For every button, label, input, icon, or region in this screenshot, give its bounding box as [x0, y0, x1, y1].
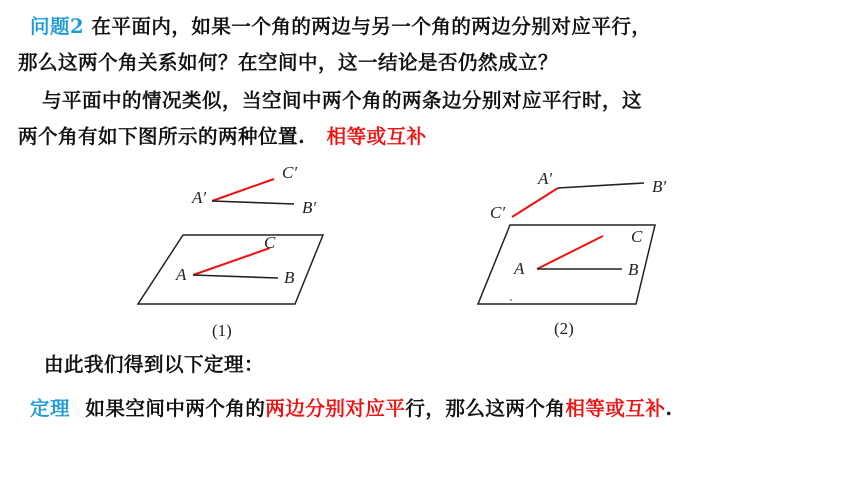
theorem-text-2: 行，那么这两个角	[405, 397, 566, 420]
figure-2-label-a: A	[514, 259, 525, 278]
figure-1-ray-ab	[193, 275, 278, 278]
answer-text-2: 两个角有如下图所示的两种位置.	[18, 125, 306, 148]
theorem-highlight-1: 两边分别对应平	[265, 397, 406, 420]
answer-highlight: 相等或互补	[326, 125, 427, 148]
figure-1-label-c-prime: C′	[282, 163, 298, 182]
figure-1-label-a-prime: A′	[192, 188, 207, 207]
answer-line-2	[18, 124, 427, 150]
figure-2-label-a-prime: A′	[538, 169, 553, 188]
theorem-intro-text: 由此我们得到以下定理：	[44, 353, 265, 376]
answer-text-1: 与平面中的情况类似，当空间中两个角的两条边分别对应平行时，这	[42, 89, 643, 112]
figure-2-label-c-prime: C′	[490, 203, 506, 222]
figure-1-caption: (1)	[212, 321, 232, 340]
question-line-2	[18, 50, 558, 76]
question-text-1: 在平面内，如果一个角的两边与另一个角的两边分别对应平行，	[91, 15, 652, 38]
figure-2	[470, 158, 700, 348]
figure-2-ray-a-prime-b-prime	[558, 183, 644, 188]
figure-1-ray-a-prime-b-prime	[212, 201, 294, 204]
theorem-highlight-2: 相等或互补	[565, 397, 666, 420]
figure-2-ray-ac	[537, 236, 603, 269]
theorem-text-3: .	[665, 397, 673, 420]
theorem-intro	[44, 352, 264, 378]
figure-2-label-b: B	[628, 260, 639, 279]
figure-2-label-c: C	[631, 227, 643, 246]
theorem-text-1: 如果空间中两个角的	[85, 397, 266, 420]
figure-1-label-b: B	[284, 268, 295, 287]
figure-2-dot	[510, 299, 512, 301]
figure-1-ray-a-prime-c-prime	[212, 179, 274, 201]
figure-1	[130, 158, 340, 348]
answer-line-1	[42, 88, 642, 114]
figure-2-label-b-prime: B′	[652, 177, 667, 196]
question-line-1	[30, 14, 651, 40]
figure-1-label-a: A	[176, 265, 187, 284]
figure-1-ray-ac	[193, 248, 270, 275]
theorem-label: 定理	[30, 397, 71, 420]
figure-1-label-b-prime: B′	[302, 198, 317, 217]
question-text-2: 那么这两个角关系如何？在空间中，这一结论是否仍然成立？	[18, 51, 559, 74]
figure-1-label-c: C	[264, 233, 276, 252]
question-label: 问题2	[30, 15, 85, 38]
figure-2-caption: (2)	[554, 319, 574, 338]
figure-2-ray-a-prime-c-prime	[512, 188, 558, 217]
figure-1-plane	[138, 235, 323, 304]
theorem-line	[30, 396, 673, 422]
